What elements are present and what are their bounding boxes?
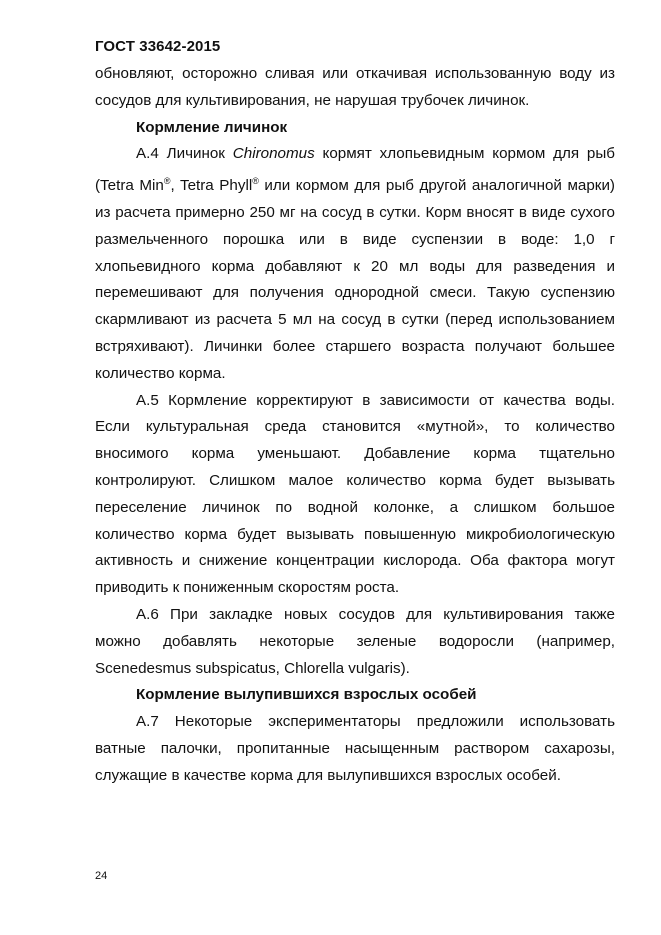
a4-genus: Chironomus — [232, 145, 315, 163]
paragraph-continuation: обновляют, осторожно сливая или откачивая использованную воду из сосудов для культивирования, не нарушая трубочек личинок. — [95, 65, 615, 109]
paragraph-a5: А.5 Кормление корректируют в зависимости от качества воды. Если культуральная среда становится «мутной», то количество вносимого корма уменьшают. Добавление корма тщательно контролируют. Слишком малое количество корма будет вызывать переселение личинок по водной колонке, а слишком большое количество корма будет вызывать повышенную микробиологическую активность и снижение концентрации кислорода. Оба фактора могут приводить к пониженным скоростям роста. — [95, 391, 615, 597]
document-header-id: ГОСТ 33642-2015 — [95, 38, 221, 55]
paragraph-a6: А.6 При закладке новых сосудов для культивирования также можно добавлять некоторые зеленые водоросли (например, Scenedesmus subspicatus, Chlorella vulgaris). — [95, 606, 615, 677]
a4-mid2: , Tetra Phyll — [170, 177, 253, 195]
a4-registered-mark-2: ® — [252, 176, 259, 187]
section-heading-adult-feeding: Кормление вылупившихся взрослых особей — [136, 686, 477, 704]
page-number: 24 — [95, 870, 108, 882]
section-heading-larvae-feeding: Кормление личинок — [136, 118, 288, 136]
document-body — [95, 61, 615, 790]
paragraph-a4 — [95, 141, 615, 387]
a4-registered-mark-1: ® — [163, 176, 171, 187]
a4-prefix: А.4 Личинок — [136, 145, 233, 163]
paragraph-a7: А.7 Некоторые экспериментаторы предложили использовать ватные палочки, пропитанные насыщенным раствором сахарозы, служащие в качестве корма для вылупившихся взрослых особей. — [95, 713, 615, 784]
a4-rest: или кормом для рыб другой аналогичной марки) из расчета примерно 250 мг на сосуд в сутки. Корм вносят в виде сухого размельченного порошка или в виде суспензии в воде: 1,0 г хлопьевидного корма добавляют к 20 мл воды для разведения и перемешивают для получения однородной смеси. Такую суспензию скармливают из расчета 5 мл на сосуд в сутки (перед использованием встряхивают). Личинки более старшего возраста получают большее количество корма. — [95, 177, 615, 382]
a4-mid1: кормят хлопьевидным кормом для рыб (Tetra Min — [95, 145, 615, 195]
